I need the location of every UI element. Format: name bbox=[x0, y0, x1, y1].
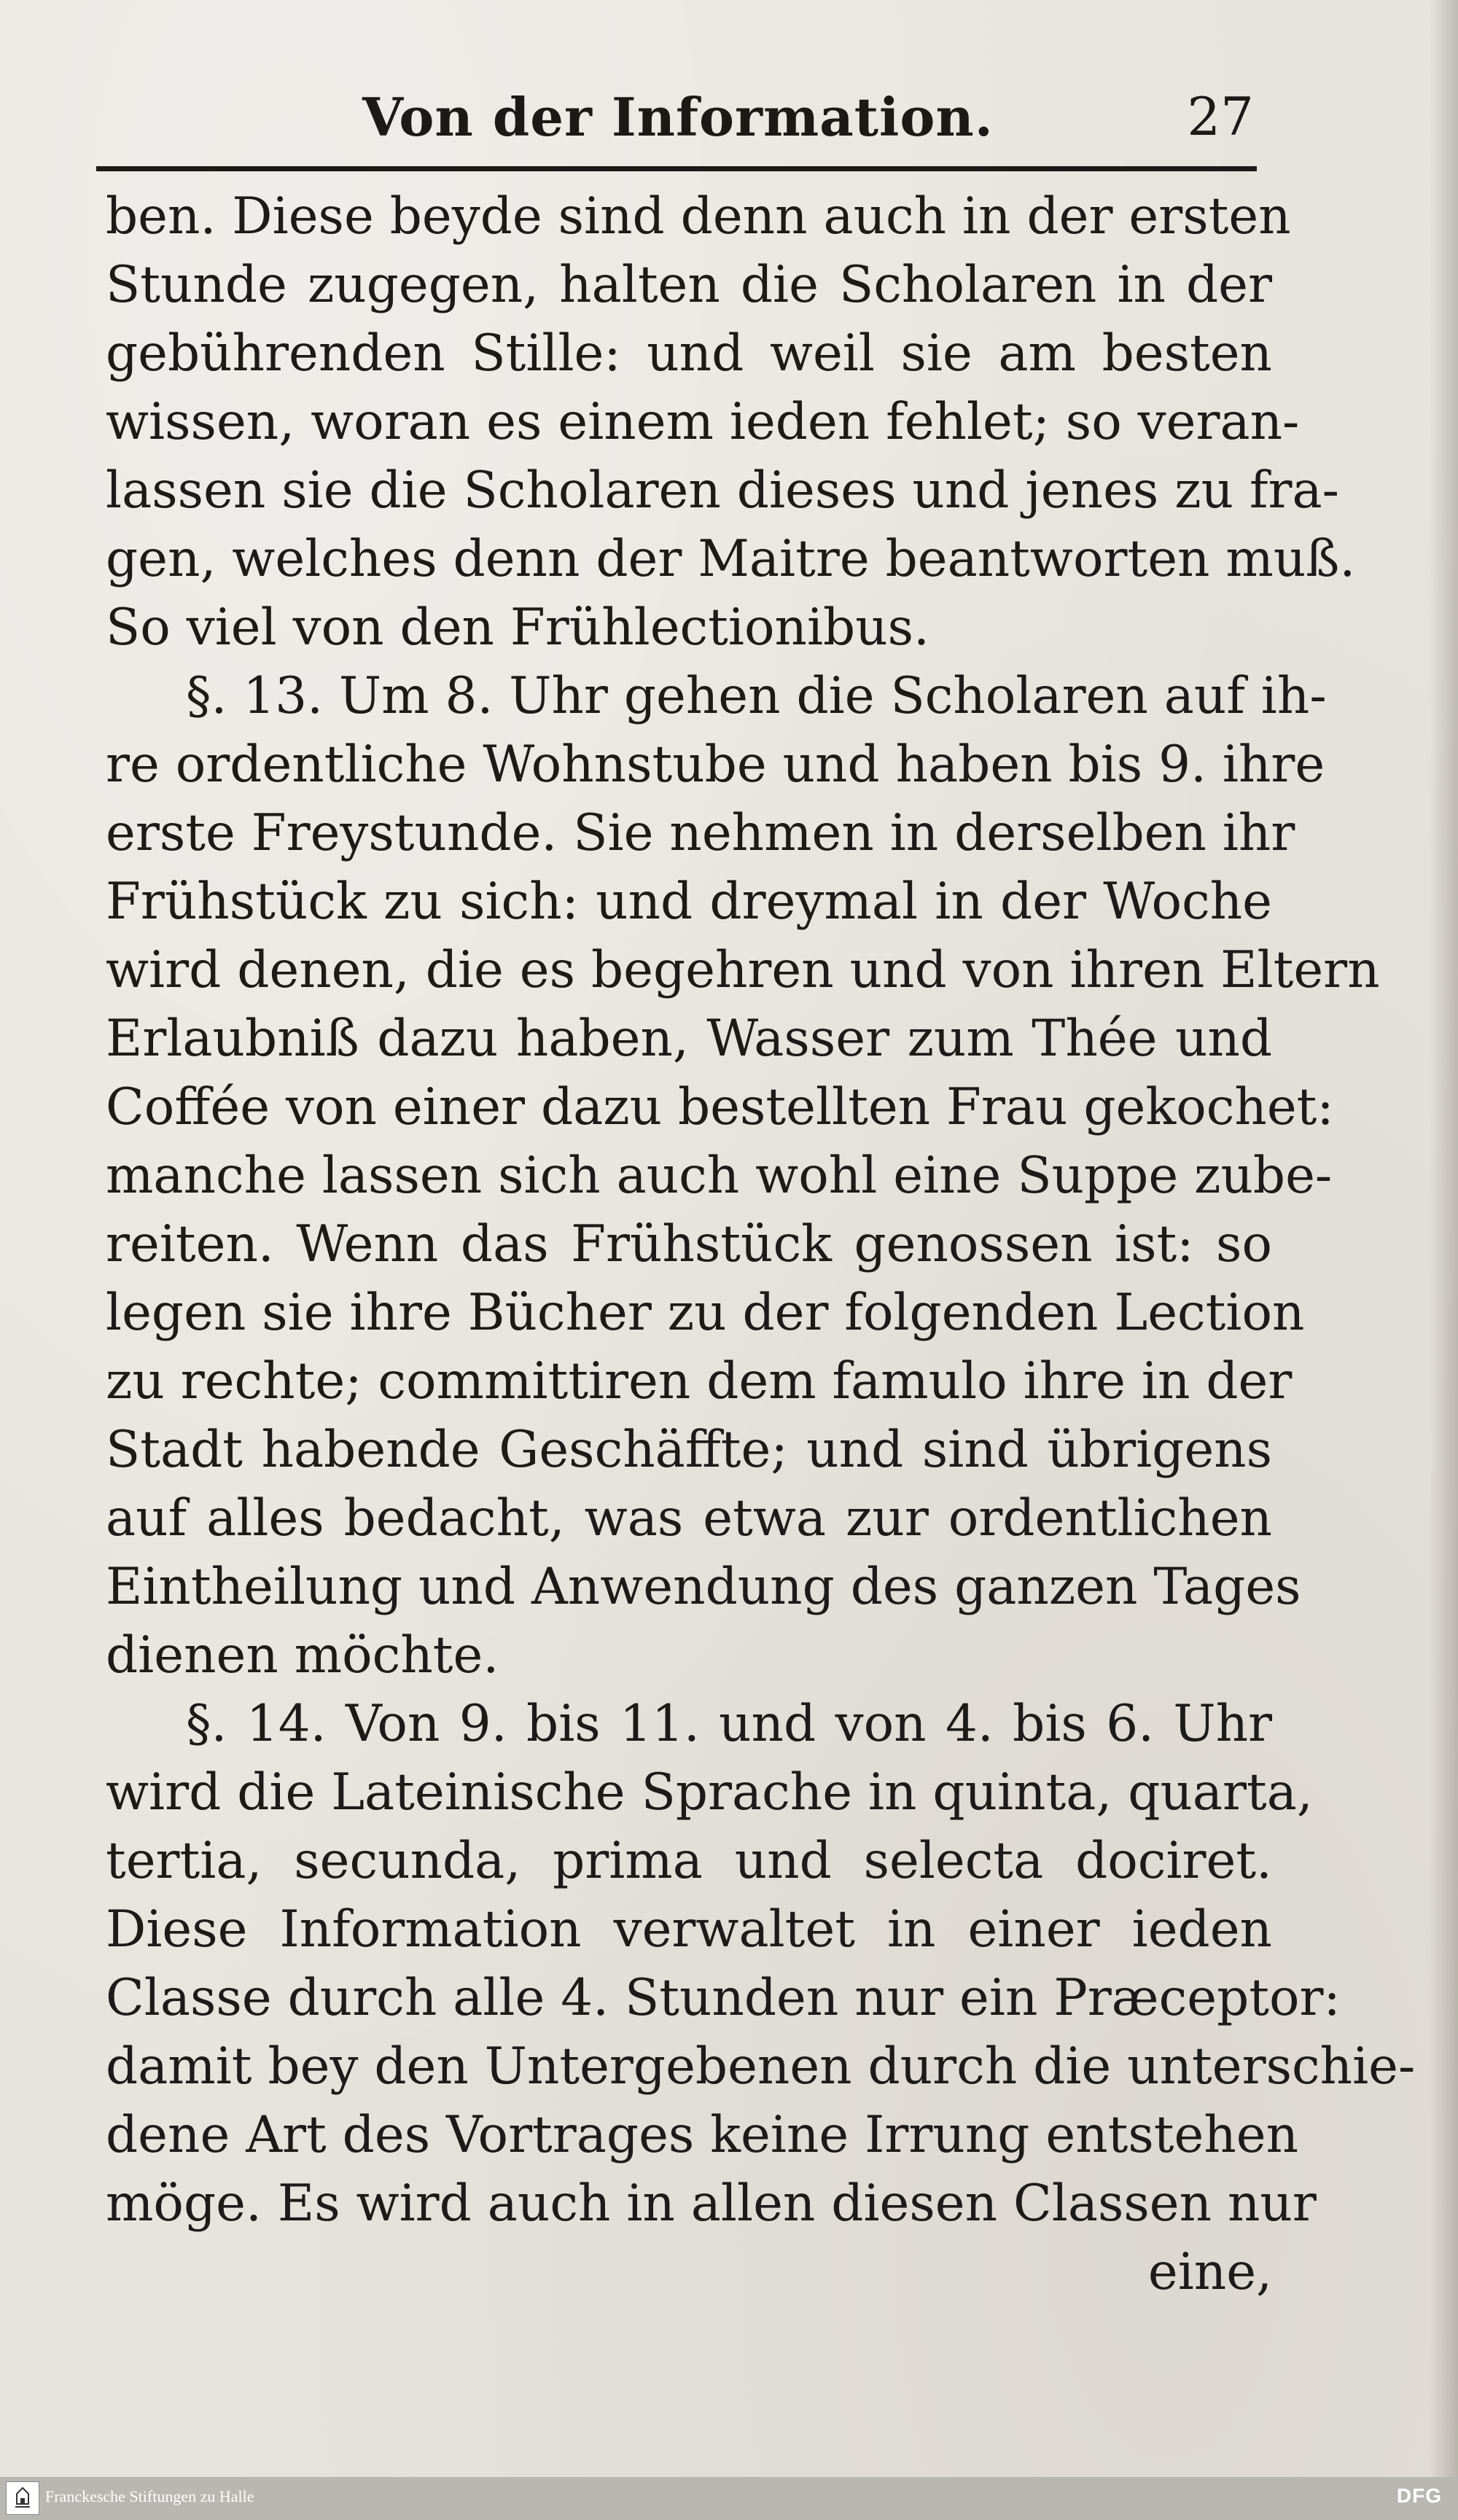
text-line: dene Art des Vortrages keine Irrung entstehen bbox=[106, 2106, 1299, 2164]
text-line: gen, welches denn der Maitre beantworten muß. bbox=[106, 530, 1356, 588]
text-line: reiten. Wenn das Frühstück genossen ist: so bbox=[106, 1215, 1272, 1273]
page-edge-shadow bbox=[1429, 0, 1458, 2477]
text-line: wird die Lateinische Sprache in quinta, quarta, bbox=[106, 1763, 1313, 1822]
text-line: Coffée von einer dazu bestellten Frau gekochet: bbox=[106, 1078, 1334, 1136]
text-line: zu rechte; committiren dem famulo ihre in der bbox=[106, 1352, 1293, 1411]
catchword: eine, bbox=[1147, 2243, 1272, 2301]
text-line: auf alles bedacht, was etwa zur ordentlichen bbox=[106, 1489, 1272, 1548]
text-line: So viel von den Frühlectionibus. bbox=[106, 598, 929, 657]
text-line: möge. Es wird auch in allen diesen Classen nur bbox=[106, 2174, 1317, 2233]
text-line: Diese Information verwaltet in einer ieden bbox=[106, 1900, 1272, 1959]
page-number: 27 bbox=[1187, 86, 1254, 147]
footer-bar bbox=[0, 2477, 1458, 2520]
text-line: Stunde zugegen, halten die Scholaren in der bbox=[106, 256, 1272, 314]
text-line: Frühstück zu sich: und dreymal in der Woche bbox=[106, 873, 1272, 931]
text-line: erste Freystunde. Sie nehmen in derselben ihr bbox=[106, 804, 1295, 862]
funder-logo-text: DFG bbox=[1396, 2484, 1442, 2507]
body-text bbox=[106, 182, 1416, 2306]
text-line: Eintheilung und Anwendung des ganzen Tages bbox=[106, 1558, 1301, 1616]
running-head bbox=[102, 86, 1254, 159]
text-line: wird denen, die es begehren und von ihren Eltern bbox=[106, 941, 1380, 999]
header-rule bbox=[96, 166, 1257, 171]
paragraph-14-start: §. 14. Von 9. bis 11. und von 4. bis 6. Uhr bbox=[186, 1695, 1272, 1753]
text-line: Stadt habende Geschäffte; und sind übrigens bbox=[106, 1421, 1272, 1479]
text-line: gebührenden Stille: und weil sie am besten bbox=[106, 324, 1272, 383]
paragraph-13-start: §. 13. Um 8. Uhr gehen die Scholaren auf ih- bbox=[186, 667, 1327, 725]
text-line: manche lassen sich auch wohl eine Suppe zube- bbox=[106, 1147, 1333, 1205]
text-line: Classe durch alle 4. Stunden nur ein Præceptor: bbox=[106, 1969, 1341, 2027]
text-line: dienen möchte. bbox=[106, 1626, 499, 1685]
text-line: Erlaubniß dazu haben, Wasser zum Thée und bbox=[106, 1010, 1272, 1068]
text-line: lassen sie die Scholaren dieses und jenes zu fra- bbox=[106, 461, 1339, 520]
text-line: re ordentliche Wohnstube und haben bis 9. ihre bbox=[106, 736, 1325, 794]
institution-name: Franckesche Stiftungen zu Halle bbox=[45, 2487, 254, 2505]
running-title: Von der Information. bbox=[362, 86, 994, 148]
text-line: legen sie ihre Bücher zu der folgenden Lection bbox=[106, 1284, 1305, 1342]
institution-logo-icon bbox=[6, 2481, 39, 2515]
text-line: damit bey den Untergebenen durch die unterschie- bbox=[106, 2037, 1416, 2096]
text-line: tertia, secunda, prima und selecta dociret. bbox=[106, 1832, 1272, 1890]
text-line: wissen, woran es einem ieden fehlet; so veran- bbox=[106, 393, 1300, 451]
text-line: ben. Diese beyde sind denn auch in der ersten bbox=[106, 187, 1291, 246]
